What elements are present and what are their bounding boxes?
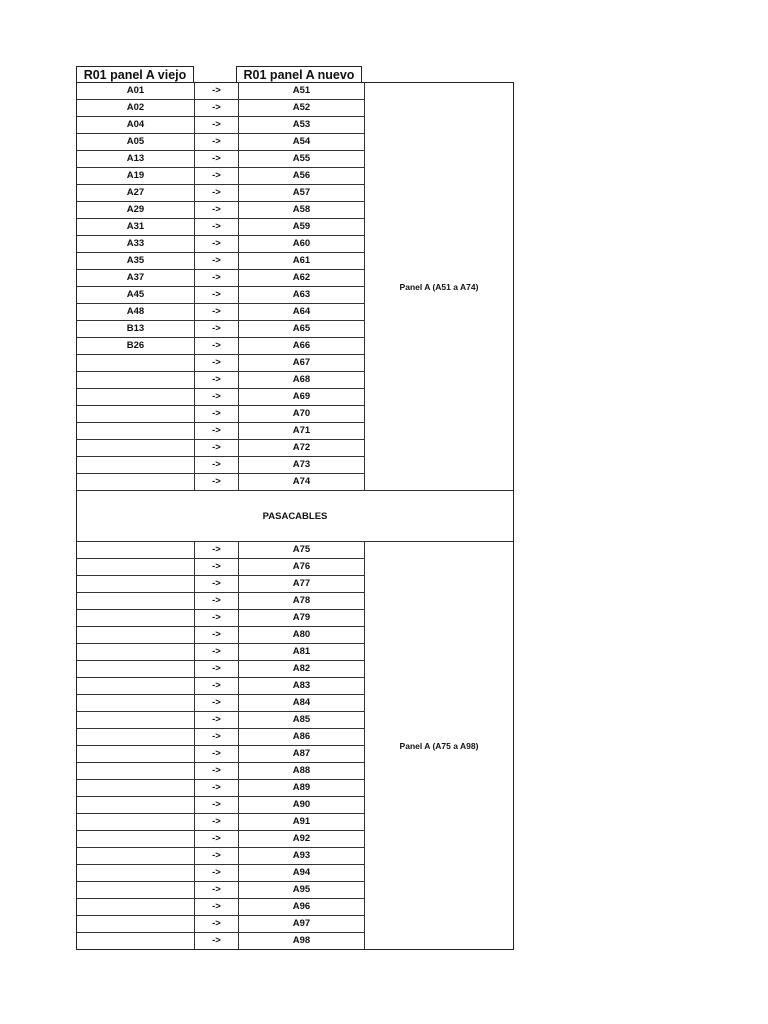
arrow-cell: -> (195, 236, 239, 253)
old-panel-cell (77, 763, 195, 780)
arrow-cell: -> (195, 355, 239, 372)
table-row (77, 797, 365, 814)
arrow-cell: -> (195, 797, 239, 814)
arrow-cell: -> (195, 593, 239, 610)
new-panel-cell: A54 (239, 134, 365, 151)
old-panel-cell: A45 (77, 287, 195, 304)
old-panel-cell (77, 576, 195, 593)
new-panel-cell: A95 (239, 882, 365, 899)
arrow-cell: -> (195, 814, 239, 831)
arrow-cell: -> (195, 559, 239, 576)
arrow-cell: -> (195, 729, 239, 746)
new-panel-cell: A65 (239, 321, 365, 338)
old-panel-cell (77, 559, 195, 576)
new-panel-cell: A83 (239, 678, 365, 695)
arrow-cell: -> (195, 151, 239, 168)
arrow-cell: -> (195, 763, 239, 780)
old-panel-cell: A05 (77, 134, 195, 151)
new-panel-cell: A59 (239, 219, 365, 236)
table-row (77, 168, 365, 185)
new-panel-cell: A80 (239, 627, 365, 644)
old-panel-cell (77, 831, 195, 848)
arrow-cell: -> (195, 253, 239, 270)
table-row (77, 423, 365, 440)
new-panel-cell: A67 (239, 355, 365, 372)
new-panel-cell: A78 (239, 593, 365, 610)
new-panel-cell: A90 (239, 797, 365, 814)
table-row (77, 542, 365, 559)
new-panel-cell: A69 (239, 389, 365, 406)
arrow-cell: -> (195, 627, 239, 644)
new-panel-cell: A55 (239, 151, 365, 168)
old-panel-cell: B13 (77, 321, 195, 338)
new-panel-cell: A60 (239, 236, 365, 253)
arrow-cell: -> (195, 423, 239, 440)
arrow-cell: -> (195, 576, 239, 593)
new-panel-cell: A92 (239, 831, 365, 848)
arrow-cell: -> (195, 678, 239, 695)
old-panel-cell (77, 372, 195, 389)
arrow-cell: -> (195, 695, 239, 712)
old-panel-cell (77, 593, 195, 610)
arrow-cell: -> (195, 865, 239, 882)
table-row (77, 593, 365, 610)
mapping-sheet (76, 82, 514, 950)
old-panel-cell (77, 644, 195, 661)
old-panel-cell (77, 695, 195, 712)
old-panel-cell: A29 (77, 202, 195, 219)
old-panel-cell (77, 406, 195, 423)
table-row (77, 304, 365, 321)
table-row (77, 117, 365, 134)
table-row (77, 185, 365, 202)
new-panel-cell: A84 (239, 695, 365, 712)
old-panel-cell (77, 610, 195, 627)
arrow-cell: -> (195, 831, 239, 848)
group-1-label: Panel A (A51 a A74) (399, 281, 479, 292)
arrow-cell: -> (195, 440, 239, 457)
new-panel-cell: A73 (239, 457, 365, 474)
arrow-cell: -> (195, 899, 239, 916)
new-panel-cell: A86 (239, 729, 365, 746)
table-row (77, 746, 365, 763)
table-row (77, 916, 365, 933)
old-panel-cell (77, 729, 195, 746)
old-panel-cell: A35 (77, 253, 195, 270)
old-panel-cell (77, 882, 195, 899)
table-row (77, 100, 365, 117)
table-row (77, 474, 365, 491)
new-panel-cell: A74 (239, 474, 365, 491)
arrow-cell: -> (195, 644, 239, 661)
old-panel-cell: A02 (77, 100, 195, 117)
old-panel-cell (77, 542, 195, 559)
old-panel-cell: A04 (77, 117, 195, 134)
table-row (77, 712, 365, 729)
old-panel-cell: A19 (77, 168, 195, 185)
arrow-cell: -> (195, 372, 239, 389)
arrow-cell: -> (195, 100, 239, 117)
table-row (77, 287, 365, 304)
new-panel-cell: A98 (239, 933, 365, 950)
arrow-cell: -> (195, 882, 239, 899)
table-row (77, 848, 365, 865)
arrow-cell: -> (195, 746, 239, 763)
arrow-cell: -> (195, 661, 239, 678)
new-panel-cell: A68 (239, 372, 365, 389)
new-panel-cell: A51 (239, 83, 365, 100)
table-row (77, 627, 365, 644)
table-row (77, 338, 365, 355)
new-panel-cell: A52 (239, 100, 365, 117)
new-panel-cell: A56 (239, 168, 365, 185)
table-row (77, 661, 365, 678)
arrow-cell: -> (195, 848, 239, 865)
new-panel-cell: A64 (239, 304, 365, 321)
old-panel-cell: A27 (77, 185, 195, 202)
new-panel-cell: A71 (239, 423, 365, 440)
old-panel-cell: A37 (77, 270, 195, 287)
arrow-cell: -> (195, 457, 239, 474)
table-row (77, 831, 365, 848)
table-row (77, 134, 365, 151)
new-panel-cell: A89 (239, 780, 365, 797)
old-panel-cell: A33 (77, 236, 195, 253)
table-row (77, 814, 365, 831)
new-panel-cell: A82 (239, 661, 365, 678)
arrow-cell: -> (195, 185, 239, 202)
new-panel-cell: A93 (239, 848, 365, 865)
new-panel-cell: A75 (239, 542, 365, 559)
table-row (77, 440, 365, 457)
new-panel-cell: A87 (239, 746, 365, 763)
old-panel-cell (77, 746, 195, 763)
old-panel-cell (77, 933, 195, 950)
new-panel-cell: A97 (239, 916, 365, 933)
table-row (77, 763, 365, 780)
table-row (77, 372, 365, 389)
new-panel-cell: A96 (239, 899, 365, 916)
arrow-cell: -> (195, 287, 239, 304)
table-row (77, 202, 365, 219)
new-panel-cell: A85 (239, 712, 365, 729)
arrow-cell: -> (195, 389, 239, 406)
new-panel-cell: A79 (239, 610, 365, 627)
table-row (77, 644, 365, 661)
table-row (77, 610, 365, 627)
old-panel-cell: A13 (77, 151, 195, 168)
arrow-cell: -> (195, 338, 239, 355)
table-row (77, 559, 365, 576)
old-panel-cell (77, 814, 195, 831)
new-panel-cell: A53 (239, 117, 365, 134)
table-row (77, 780, 365, 797)
arrow-cell: -> (195, 474, 239, 491)
table-row (77, 270, 365, 287)
table-row (77, 236, 365, 253)
old-panel-cell (77, 797, 195, 814)
old-panel-cell (77, 355, 195, 372)
new-panel-cell: A66 (239, 338, 365, 355)
new-panel-cell: A77 (239, 576, 365, 593)
old-panel-cell: A01 (77, 83, 195, 100)
table-row (77, 899, 365, 916)
new-panel-cell: A58 (239, 202, 365, 219)
arrow-cell: -> (195, 117, 239, 134)
group-2-label: Panel A (A75 a A98) (399, 740, 479, 751)
old-panel-cell (77, 661, 195, 678)
table-row (77, 253, 365, 270)
pasacables-separator: PASACABLES (77, 490, 513, 542)
group-2-table (77, 542, 365, 949)
old-panel-cell (77, 712, 195, 729)
table-row (77, 882, 365, 899)
old-panel-cell (77, 423, 195, 440)
table-row (77, 695, 365, 712)
old-panel-cell (77, 780, 195, 797)
arrow-cell: -> (195, 916, 239, 933)
new-panel-cell: A62 (239, 270, 365, 287)
arrow-cell: -> (195, 610, 239, 627)
new-panel-cell: A63 (239, 287, 365, 304)
arrow-cell: -> (195, 406, 239, 423)
group-2-block (77, 542, 513, 949)
header-new-panel: R01 panel A nuevo (236, 66, 362, 83)
old-panel-cell (77, 474, 195, 491)
arrow-cell: -> (195, 304, 239, 321)
arrow-cell: -> (195, 933, 239, 950)
new-panel-cell: A72 (239, 440, 365, 457)
table-row (77, 406, 365, 423)
table-row (77, 457, 365, 474)
table-row (77, 321, 365, 338)
arrow-cell: -> (195, 780, 239, 797)
old-panel-cell (77, 678, 195, 695)
table-row (77, 389, 365, 406)
old-panel-cell (77, 865, 195, 882)
table-row (77, 729, 365, 746)
new-panel-cell: A81 (239, 644, 365, 661)
group-1-block (77, 83, 513, 490)
arrow-cell: -> (195, 321, 239, 338)
table-row (77, 933, 365, 950)
arrow-cell: -> (195, 219, 239, 236)
new-panel-cell: A61 (239, 253, 365, 270)
table-row (77, 865, 365, 882)
arrow-cell: -> (195, 83, 239, 100)
old-panel-cell (77, 457, 195, 474)
old-panel-cell (77, 627, 195, 644)
arrow-cell: -> (195, 542, 239, 559)
table-row (77, 576, 365, 593)
old-panel-cell (77, 916, 195, 933)
old-panel-cell (77, 899, 195, 916)
table-row (77, 151, 365, 168)
group-1-table (77, 83, 365, 490)
table-row (77, 355, 365, 372)
arrow-cell: -> (195, 202, 239, 219)
old-panel-cell: B26 (77, 338, 195, 355)
table-row (77, 678, 365, 695)
old-panel-cell: A48 (77, 304, 195, 321)
arrow-cell: -> (195, 134, 239, 151)
new-panel-cell: A57 (239, 185, 365, 202)
new-panel-cell: A76 (239, 559, 365, 576)
new-panel-cell: A91 (239, 814, 365, 831)
old-panel-cell (77, 848, 195, 865)
table-row (77, 83, 365, 100)
arrow-cell: -> (195, 168, 239, 185)
header-old-panel: R01 panel A viejo (76, 66, 194, 83)
arrow-cell: -> (195, 712, 239, 729)
arrow-cell: -> (195, 270, 239, 287)
old-panel-cell (77, 440, 195, 457)
new-panel-cell: A88 (239, 763, 365, 780)
old-panel-cell: A31 (77, 219, 195, 236)
new-panel-cell: A94 (239, 865, 365, 882)
old-panel-cell (77, 389, 195, 406)
new-panel-cell: A70 (239, 406, 365, 423)
table-row (77, 219, 365, 236)
